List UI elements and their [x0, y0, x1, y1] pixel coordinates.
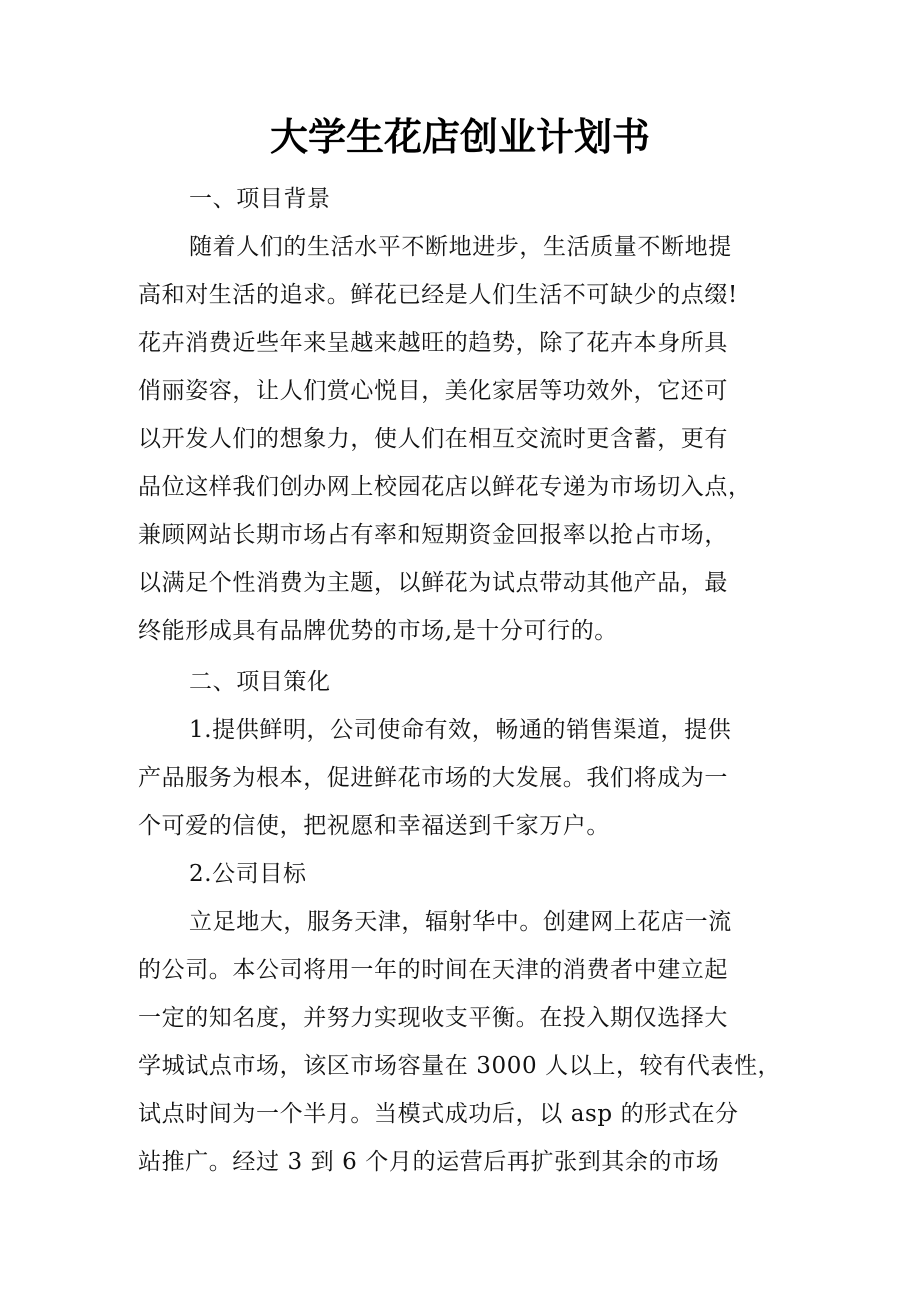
paragraph-line: 一定的知名度，并努力实现收支平衡。在投入期仅选择大 [138, 1005, 728, 1031]
paragraph-line: 学城试点市场，该区市场容量在 3000 人以上，较有代表性， [138, 1053, 782, 1079]
section-heading-background: 一、项目背景 [189, 186, 331, 212]
paragraph-line: 个可爱的信使，把祝愿和幸福送到千家万户。 [138, 813, 610, 839]
paragraph-line: 随着人们的生活水平不断地进步，生活质量不断地提 [189, 234, 732, 260]
subsection-heading-company-goals: 2.公司目标 [189, 861, 307, 887]
paragraph-line: 1.提供鲜明，公司使命有效，畅通的销售渠道，提供 [189, 717, 732, 743]
paragraph-line: 的公司。本公司将用一年的时间在天津的消费者中建立起 [138, 957, 728, 983]
paragraph-line: 以开发人们的想象力，使人们在相互交流时更含蓄，更有 [138, 426, 728, 452]
document-title: 大学生花店创业计划书 [269, 115, 650, 159]
paragraph-line: 站推广。经过 3 到 6 个月的运营后再扩张到其余的市场 [138, 1149, 720, 1175]
paragraph-line: 终能形成具有品牌优势的市场,是十分可行的。 [138, 618, 618, 644]
paragraph-line: 试点时间为一个半月。当模式成功后，以 asp 的形式在分 [138, 1101, 739, 1127]
paragraph-line: 品位这样我们创办网上校园花店以鲜花专递为市场切入点， [138, 474, 752, 500]
section-heading-planning: 二、项目策化 [189, 669, 331, 695]
paragraph-line: 高和对生活的追求。鲜花已经是人们生活不可缺少的点缀! [138, 282, 738, 308]
paragraph-line: 以满足个性消费为主题，以鲜花为试点带动其他产品，最 [138, 570, 728, 596]
paragraph-line: 兼顾网站长期市场占有率和短期资金回报率以抢占市场， [138, 522, 728, 548]
paragraph-line: 立足地大，服务天津，辐射华中。创建网上花店一流 [189, 909, 732, 935]
paragraph-line: 俏丽姿容，让人们赏心悦目，美化家居等功效外，它还可 [138, 378, 728, 404]
paragraph-line: 产品服务为根本，促进鲜花市场的大发展。我们将成为一 [138, 765, 728, 791]
paragraph-line: 花卉消费近些年来呈越来越旺的趋势，除了花卉本身所具 [138, 330, 728, 356]
